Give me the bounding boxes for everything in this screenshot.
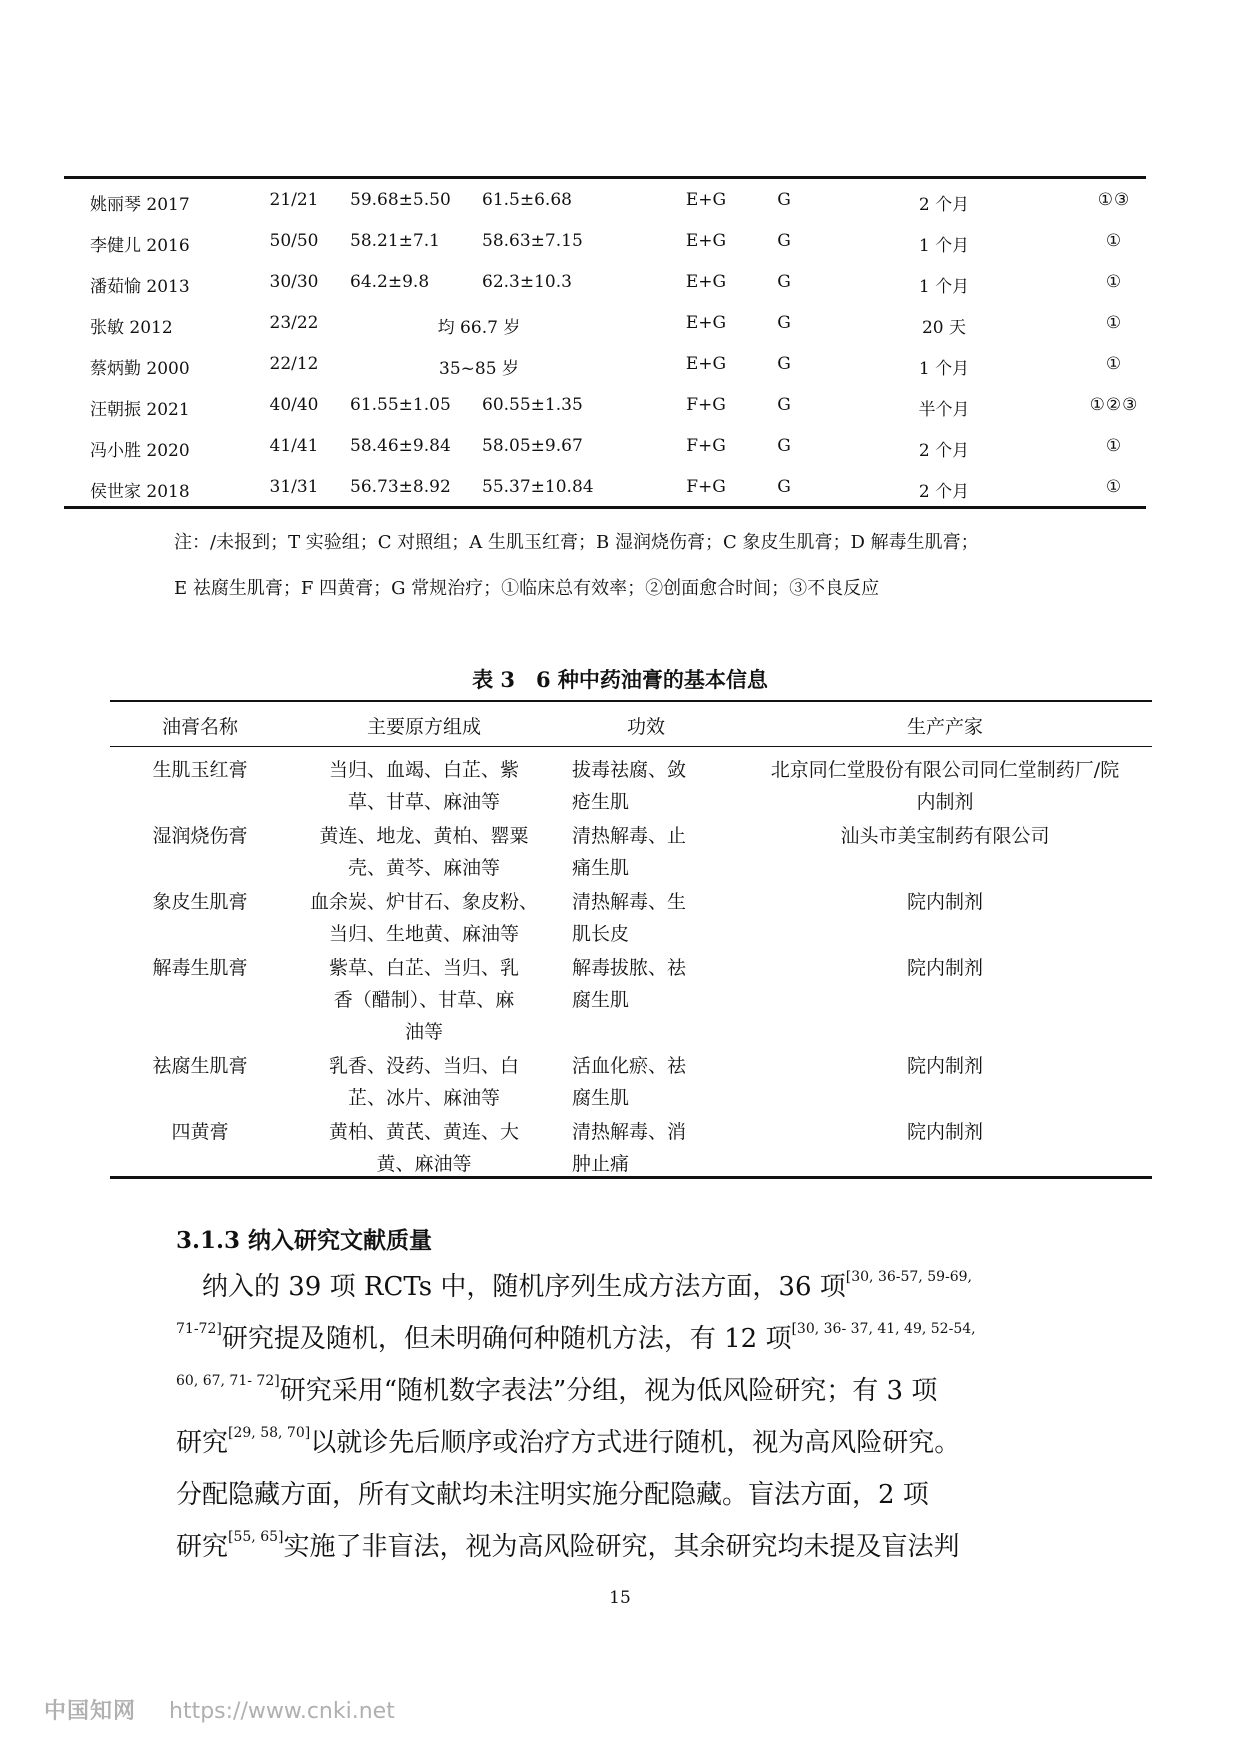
age-treatment: 58.46±9.84	[350, 436, 451, 456]
paragraph-line	[176, 1266, 1086, 1303]
sample-size: 41/41	[269, 436, 319, 456]
age-treatment: 59.68±5.50	[350, 190, 451, 210]
composition	[306, 754, 542, 818]
efficacy-line: 痛生肌	[572, 857, 630, 879]
efficacy-line: 肿止痛	[572, 1153, 630, 1175]
manufacturer	[738, 1050, 1152, 1082]
treatment-intervention: E+G	[685, 190, 727, 210]
efficacy-line: 疮生肌	[572, 791, 630, 813]
efficacy-line: 腐生肌	[572, 1087, 630, 1109]
table-row	[64, 221, 1146, 261]
age-control: 58.63±7.15	[482, 231, 583, 251]
treatment-intervention: F+G	[686, 477, 726, 497]
citation-ref: 71-72]	[176, 1321, 222, 1337]
treatment-intervention: E+G	[685, 231, 727, 251]
text-run: 研究采用“随机数字表法”分组，视为低风险研究；有 3 项	[279, 1376, 938, 1406]
efficacy-line: 清热解毒、消	[572, 1121, 687, 1143]
sample-size: 40/40	[269, 395, 319, 415]
efficacy-line: 拔毒祛腐、敛	[572, 759, 687, 781]
composition-line: 血余炭、炉甘石、象皮粉、	[309, 891, 538, 913]
table-3	[110, 700, 1152, 1178]
efficacy	[572, 1116, 720, 1180]
efficacy-line: 活血化瘀、祛	[572, 1055, 687, 1077]
composition-line: 乳香、没药、当归、白	[328, 1055, 519, 1077]
sample-size: 23/22	[269, 313, 319, 333]
efficacy	[572, 754, 720, 818]
manufacturer	[738, 1116, 1152, 1148]
study-author-year: 冯小胜 2020	[90, 441, 190, 461]
sample-size: 30/30	[269, 272, 319, 292]
manufacturer	[738, 820, 1152, 852]
efficacy-line: 肌长皮	[572, 923, 630, 945]
table-3-header-rule	[110, 746, 1152, 747]
study-author-year: 侯世家 2018	[90, 482, 190, 502]
citation-ref: [29, 58, 70]	[228, 1425, 311, 1441]
ointment-name: 四黄膏	[171, 1121, 229, 1143]
ointment-name: 生肌玉红膏	[152, 759, 248, 781]
composition-line: 黄柏、黄芪、黄连、大	[328, 1121, 519, 1143]
composition-line: 香（醋制）、甘草、麻	[333, 989, 515, 1011]
age-treatment: 61.55±1.05	[350, 395, 451, 415]
study-author-year: 蔡炳勤 2000	[90, 359, 190, 379]
text-run: 以就诊先后顺序或治疗方式进行随机，视为高风险研究。	[310, 1428, 961, 1458]
manufacturer	[738, 886, 1152, 918]
table-3-header-name: 油膏名称	[161, 716, 238, 738]
table-row	[64, 303, 1146, 343]
control-intervention: G	[777, 477, 791, 497]
table-bottom-rule	[64, 506, 1146, 509]
treatment-duration: 半个月	[918, 400, 970, 420]
table-3-header-maker: 生产产家	[906, 716, 983, 738]
study-author-year: 姚丽琴 2017	[90, 195, 190, 215]
paragraph-line	[176, 1474, 1086, 1511]
composition	[306, 820, 542, 884]
table-3-header-composition: 主要原方组成	[366, 716, 481, 738]
text-run: 研究	[176, 1428, 229, 1458]
composition-line: 当归、血竭、白芷、紫	[328, 759, 519, 781]
age-control: 58.05±9.67	[482, 436, 583, 456]
treatment-intervention: F+G	[686, 436, 726, 456]
outcome-measures: ①②③	[1089, 395, 1139, 415]
treatment-intervention: E+G	[685, 313, 727, 333]
efficacy-line: 清热解毒、止	[572, 825, 687, 847]
treatment-intervention: E+G	[685, 354, 727, 374]
page-number: 15	[609, 1588, 631, 1608]
age-control: 60.55±1.35	[482, 395, 583, 415]
citation-ref: [30, 36- 37, 41, 49, 52-54,	[791, 1321, 976, 1337]
age-treatment: 58.21±7.1	[350, 231, 440, 251]
table-note-line-2: E 祛腐生肌膏；F 四黄膏；G 常规治疗；①临床总有效率；②创面愈合时间；③不良反应	[174, 578, 880, 599]
study-author-year: 李健儿 2016	[90, 236, 190, 256]
sample-size: 22/12	[269, 354, 319, 374]
treatment-duration: 1 个月	[918, 359, 970, 379]
age-control: 61.5±6.68	[482, 190, 572, 210]
outcome-measures: ①	[1105, 313, 1123, 333]
ointment-name: 象皮生肌膏	[152, 891, 248, 913]
table-3-bottom-rule	[110, 1176, 1152, 1179]
treatment-duration: 1 个月	[918, 277, 970, 297]
table-row	[64, 426, 1146, 466]
efficacy-line: 清热解毒、生	[572, 891, 687, 913]
control-intervention: G	[777, 395, 791, 415]
composition	[306, 952, 542, 1048]
table-row	[64, 262, 1146, 302]
control-intervention: G	[777, 231, 791, 251]
ointment-name: 湿润烧伤膏	[152, 825, 248, 847]
age-control: 62.3±10.3	[482, 272, 572, 292]
study-author-year: 潘茹愉 2013	[90, 277, 190, 297]
ointment-name: 祛腐生肌膏	[152, 1055, 248, 1077]
treatment-duration: 2 个月	[918, 441, 970, 461]
control-intervention: G	[777, 354, 791, 374]
treatment-duration: 2 个月	[918, 482, 970, 502]
age-combined: 均 66.7 岁	[437, 318, 521, 338]
composition-line: 黄连、地龙、黄柏、罂粟	[319, 825, 529, 847]
manufacturer-line: 北京同仁堂股份有限公司同仁堂制药厂/院	[770, 759, 1120, 781]
text-run: 研究提及随机，但未明确何种随机方法，有 12 项	[221, 1324, 792, 1354]
outcome-measures: ①	[1105, 477, 1123, 497]
table-note-line-1: 注：/未报到；T 实验组；C 对照组；A 生肌玉红膏；B 湿润烧伤膏；C 象皮生肌膏；D 解毒生肌膏；	[174, 532, 979, 553]
age-combined: 35~85 岁	[439, 359, 519, 379]
treatment-intervention: F+G	[686, 395, 726, 415]
composition-line: 芷、冰片、麻油等	[347, 1087, 500, 1109]
table-row	[64, 180, 1146, 220]
outcome-measures: ①	[1105, 436, 1123, 456]
cnki-watermark	[44, 1694, 395, 1725]
treatment-duration: 2 个月	[918, 195, 970, 215]
manufacturer	[738, 754, 1152, 818]
manufacturer-line: 院内制剂	[906, 1055, 983, 1077]
control-intervention: G	[777, 272, 791, 292]
manufacturer-line: 院内制剂	[906, 957, 983, 979]
study-author-year: 汪朝振 2021	[90, 400, 190, 420]
manufacturer-line: 汕头市美宝制药有限公司	[840, 825, 1050, 847]
efficacy	[572, 952, 720, 1016]
text-run: 实施了非盲法，视为高风险研究，其余研究均未提及盲法判	[283, 1532, 960, 1562]
paragraph-line	[176, 1526, 1086, 1563]
composition-line: 黄、麻油等	[376, 1153, 472, 1175]
table-3-top-rule	[110, 700, 1152, 702]
efficacy	[572, 886, 720, 950]
efficacy	[572, 1050, 720, 1114]
cnki-logo: 中国知网	[44, 1699, 137, 1724]
paragraph-line	[176, 1318, 1086, 1355]
cnki-url: https://www.cnki.net	[169, 1699, 395, 1724]
age-treatment: 56.73±8.92	[350, 477, 451, 497]
sample-size: 21/21	[269, 190, 319, 210]
control-intervention: G	[777, 190, 791, 210]
manufacturer-line: 院内制剂	[906, 891, 983, 913]
treatment-intervention: E+G	[685, 272, 727, 292]
composition-line: 当归、生地黄、麻油等	[328, 923, 519, 945]
sample-size: 50/50	[269, 231, 319, 251]
composition-line: 壳、黄芩、麻油等	[347, 857, 500, 879]
manufacturer	[738, 952, 1152, 984]
table-top-rule	[64, 176, 1146, 179]
efficacy-line: 腐生肌	[572, 989, 630, 1011]
citation-ref: 60, 67, 71- 72]	[176, 1373, 280, 1389]
composition-line: 油等	[404, 1021, 443, 1043]
outcome-measures: ①③	[1097, 190, 1131, 210]
table-3-title: 表 3 6 种中药油膏的基本信息	[472, 667, 768, 692]
control-intervention: G	[777, 436, 791, 456]
composition	[306, 1050, 542, 1114]
age-control: 55.37±10.84	[482, 477, 594, 497]
age-treatment: 64.2±9.8	[350, 272, 430, 292]
efficacy-line: 解毒拔脓、祛	[572, 957, 687, 979]
treatment-duration: 20 天	[921, 318, 967, 338]
treatment-duration: 1 个月	[918, 236, 970, 256]
text-run: 分配隐藏方面，所有文献均未注明实施分配隐藏。盲法方面，2 项	[176, 1480, 929, 1510]
outcome-measures: ①	[1105, 231, 1123, 251]
manufacturer-line: 院内制剂	[906, 1121, 983, 1143]
sample-size: 31/31	[269, 477, 319, 497]
citation-ref: [30, 36-57, 59-69,	[845, 1269, 973, 1285]
composition-line: 草、甘草、麻油等	[347, 791, 500, 813]
section-heading: 3.1.3 纳入研究文献质量	[176, 1227, 433, 1254]
table-row	[64, 467, 1146, 507]
table-row	[64, 344, 1146, 384]
outcome-measures: ①	[1105, 354, 1123, 374]
text-run: 纳入的 39 项 RCTs 中，随机序列生成方法方面，36 项	[176, 1272, 846, 1302]
efficacy	[572, 820, 720, 884]
control-intervention: G	[777, 313, 791, 333]
composition-line: 紫草、白芷、当归、乳	[328, 957, 519, 979]
ointment-name: 解毒生肌膏	[152, 957, 248, 979]
manufacturer-line: 内制剂	[916, 791, 974, 813]
citation-ref: [55, 65]	[228, 1529, 284, 1545]
paragraph-line	[176, 1422, 1086, 1459]
composition	[306, 886, 542, 950]
paragraph-line	[176, 1370, 1086, 1407]
table-row	[64, 385, 1146, 425]
outcome-measures: ①	[1105, 272, 1123, 292]
composition	[306, 1116, 542, 1180]
study-author-year: 张敏 2012	[90, 318, 173, 338]
text-run: 研究	[176, 1532, 229, 1562]
table-3-header-effect: 功效	[626, 716, 665, 738]
